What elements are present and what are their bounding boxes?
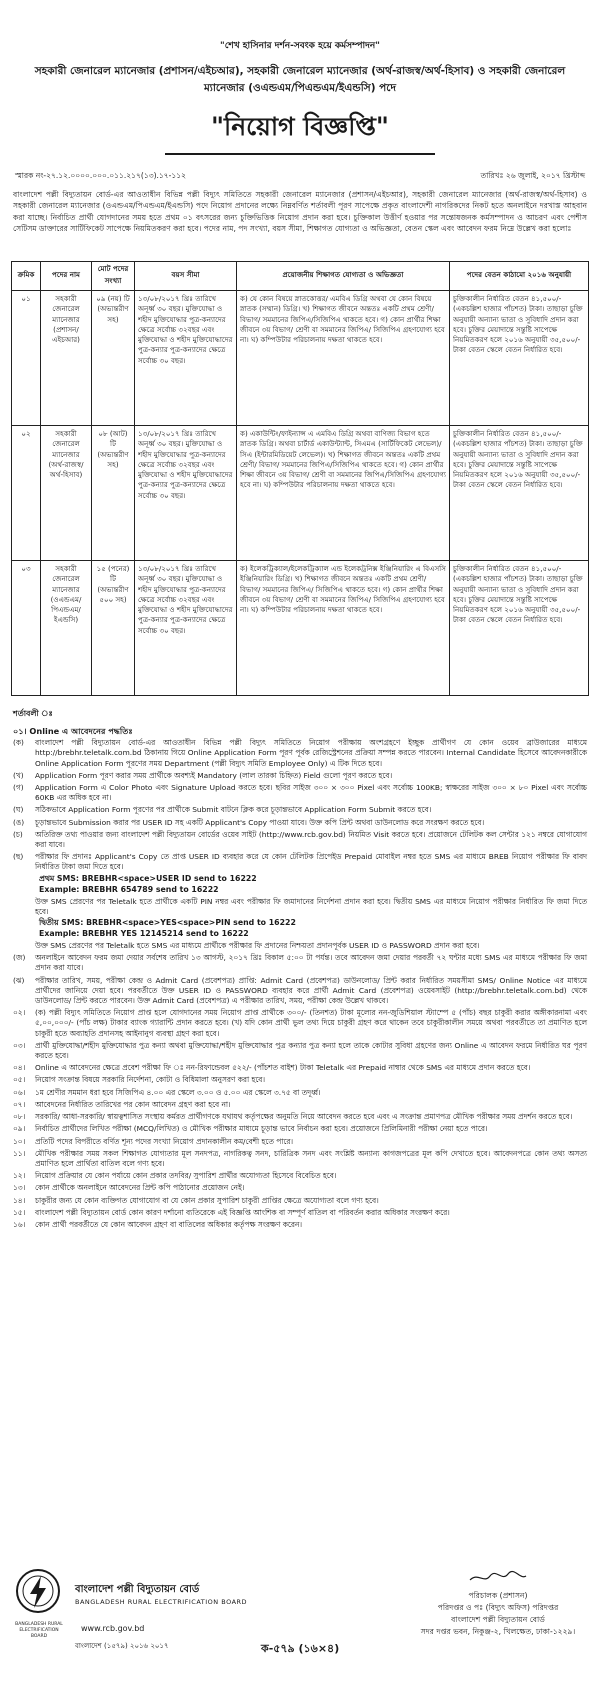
logo-caption: BANGLADESH RURAL ELECTRIFICATION BOARD (15, 1622, 63, 1639)
row-post: সহকারী জেনারেল ম্যানেজার (প্রশাসন/ এইচআর) (41, 291, 92, 426)
item-label: ০৬। (13, 1087, 26, 1097)
item-text: অতিরিক্ত তথ্য পাওয়ার জন্য বাংলাদেশ পল্লী বিদ্যুতায়ন বোর্ডের ওয়েব সাইট (http://www.rcb.gov.bd) নিয়মিত Visit করতে হবে। প্রয়োজনে টেলিটক কল সেন্টার ১২১ নম্বরে যোগাযোগ করা যাবে। (35, 829, 587, 850)
item-label: (জ) (13, 953, 26, 963)
sms-first-note: উক্ত SMS প্রেরণের পর Teletalk হতে প্রার্থীকে একটি PIN নম্বর এবং পরীক্ষার ফি জমাদানের নির্দেশনা প্রদান করা হবে। দ্বিতীয় SMS এর মাধ্যমে নিয়োগ পরীক্ষার নির্ধারিত ফি জমা দিতে হবে। (35, 896, 587, 916)
row-age: ১৩/০৮/২০১৭ খ্রিঃ তারিখে অনূর্ধ্ব ৩০ বছর। মুক্তিযোদ্ধা ও শহীদ মুক্তিযোদ্ধার পুত্র-কন্যাদের ক্ষেত্রে সর্বোচ্চ ৩২বছর এবং মুক্তিযোদ্ধা ও শহীদ মুক্তিযোদ্ধাদের পুত্র-কন্যার পুত্র-কন্যাদের ক্ষেত্রে সর্বোচ্চ ৩০ বছর। (138, 564, 233, 635)
item-label: ১৪। (13, 1195, 26, 1205)
item-label: (ঘ) (13, 805, 24, 815)
list-item (13, 818, 587, 828)
item-text: বাংলাদেশ পল্লী বিদ্যুতায়ন বোর্ড-এর আওতাধীন বিভিন্ন পল্লী বিদ্যুৎ সমিতিতে নিয়োগ পরীক্ষায় অংশগ্রহণে ইচ্ছুক প্রার্থীগণ যে কোন ওয়েব ব্রাউজারের মাধ্যমে http://brebhr.teletalk.com.bd ঠিকানায় গিয়ে Online Application Form পূরণ পূর্বক রেজিস্ট্রেশনের প্রক্রিয়া সম্পন্ন করতে পারবেন। Internal Candidate হিসেবে আবেদনকারীকে Online Application Form পূরণের সময় Department (পল্লী বিদ্যুৎ সমিতি Employee Only) এ টিক দিতে হবে। (35, 738, 587, 768)
list-item (13, 1112, 587, 1122)
table-row (12, 291, 589, 426)
item-text: অনলাইনে আবেদন ফরম জমা দেয়ার সর্বশেষ তারিখ ১৩ আগস্ট, ২০১৭ খ্রিঃ বিকাল ৫:০০ টা পর্যন্ত। তবে আবেদন জমা দেয়ার পরবর্তী ৭২ ঘন্টার মধ্যে SMS এর মাধ্যমে পরীক্ষার ফি জমা প্রদান করা যাবে। (35, 953, 587, 973)
list-item (13, 805, 587, 815)
row-count: ০৮ (আট) টি (অভ্যন্তরীণ সহ) (92, 426, 135, 561)
list-item (13, 1063, 587, 1073)
row-serial: ০১ (12, 291, 41, 426)
row-pay: চুক্তিকালীন নির্ধারিত বেতন ৪১,৫০০/- (একচল্লিশ হাজার পাঁচশত) টাকা। তাছাড়া চুক্তি অনুযায়ী অন্যান্য ভাতা ও সুবিধাদি প্রদান করা হবে। চুক্তির মেয়াদান্তে সন্তুষ্টি সাপেক্ষে নিয়মিতকরণ হলে ২০১৬ অনুযায়ী ৩৫,৫০০/- টাকা বেতন স্কেলে বেতন নির্ধারিত হবে। (453, 429, 583, 490)
list-item (13, 1008, 587, 1039)
notice-title: "নিয়োগ বিজ্ঞপ্তি" (165, 107, 435, 155)
row-pay: চুক্তিকালীন নির্ধারিত বেতন ৪১,৫০০/- (একচল্লিশ হাজার পাঁচশত) টাকা। তাছাড়া চুক্তি অনুযায়ী অন্যান্য ভাতা ও সুবিধাদি প্রদান করা হবে। চুক্তির মেয়াদান্তে সন্তুষ্টি সাপেক্ষে নিয়মিতকরণ হলে ২০১৬ অনুযায়ী ৩৫,৫০০/- টাকা বেতন স্কেলে বেতন নির্ধারিত হবে। (453, 294, 583, 355)
signature-icon (468, 1570, 528, 1584)
item-label: (গ) (13, 783, 24, 793)
org-name-bangla: বাংলাদেশ পল্লী বিদ্যুতায়ন বোর্ড (75, 1584, 200, 1595)
list-item (13, 1075, 587, 1085)
terms-section (11, 726, 589, 1230)
item-label: ১৬। (13, 1219, 26, 1229)
signature-line: পরিদপ্তর ও পঃ (বিদ্যুৎ অফিস) পরিদপ্তর (437, 1603, 559, 1612)
header-age: বয়স সীমা (135, 262, 237, 291)
row-qualification: ক) যে কোন বিষয়ে স্নাতকোত্তর/ এমবিএ ডিগ্রি অথবা যে কোন বিষয়ে স্নাতক (সম্মান) ডিগ্রি। খ) শিক্ষাগত জীবনে অন্ততঃ একটি প্রথম শ্রেণী/ বিভাগ/ সমমানের জিপিএ/সিজিপিএ থাকতে হবে। গ) কোন প্রার্থীর শিক্ষা জীবনে ৩য় বিভাগ/ শ্রেণী বা সমমানের জিপিএ/ সিজিপিএ গ্রহণযোগ্য হবে না। ঘ) কম্পিউটার পরিচালনায় দক্ষতা থাকতে হবে। (240, 294, 445, 345)
row-age: ১৩/০৮/২০১৭ খ্রিঃ তারিখে অনূর্ধ্ব ৩০ বছর। মুক্তিযোদ্ধা ও শহীদ মুক্তিযোদ্ধার পুত্র-কন্যাদের ক্ষেত্রে সর্বোচ্চ ৩২বছর এবং মুক্তিযোদ্ধা ও শহীদ মুক্তিযোদ্ধাদের পুত্র-কন্যার পুত্র-কন্যাদের ক্ষেত্রে সর্বোচ্চ ৩০ বছর। (138, 429, 233, 500)
list-item (13, 830, 587, 850)
item-label: ১৩। (13, 1183, 26, 1193)
signature-line: পরিচালক (প্রশাসন) (468, 1591, 528, 1600)
item-text: চূড়ান্তভাবে Submission করার পর USER ID সহ একটি Applicant's Copy পাওয়া যাবে। উক্ত কপি প্রিন্ট অথবা ডাউনলোড করে সংরক্ষণ করতে হবে। (35, 817, 485, 827)
list-item (13, 1208, 587, 1218)
item-label: ০৮। (13, 1112, 26, 1122)
memo-number: স্মারক নং-২৭.১২.০০০০.০০০.০১১.২১৭(১৩).১৭-১১২ (15, 171, 186, 180)
item-text: সঠিকভাবে Application Form পূরণের পর প্রার্থীকে Submit বাটনে ক্লিক করে চূড়ান্তভাবে Application Form Submit করতে হবে। (35, 805, 432, 815)
row-count: ১৫ (পনের) টি (অভ্যন্তরীণ ৫০০ সহ) (92, 561, 135, 696)
item-text: আবেদনের নির্ধারিত তারিখের পর কোন আবেদন গ্রহণ করা হবে না। (35, 1099, 231, 1109)
notice-code: ক-৫৭৯ (১৬×৪) (261, 1642, 340, 1655)
item-text: কোন প্রার্থীকে অনলাইনে আবেদনের প্রিন্ট কপি পাঠানোর প্রয়োজন নেই। (35, 1183, 245, 1193)
header-pay: পদের বেতন কাঠামো ২০১৬ অনুযায়ী (450, 262, 589, 291)
list-item (13, 852, 587, 872)
list-item (13, 1183, 587, 1193)
list-item (13, 1088, 587, 1098)
signature-line: সদর দপ্তর ভবন, নিকুঞ্জ-২, খিলক্ষেত, ঢাকা-১২২৯। (420, 1627, 576, 1636)
list-item (13, 953, 587, 973)
item-label: ০৩। (13, 1040, 26, 1050)
list-item (13, 1100, 587, 1110)
row-age: ১৩/০৮/২০১৭ খ্রিঃ তারিখে অনূর্ধ্ব ৩০ বছর। মুক্তিযোদ্ধা ও শহীদ মুক্তিযোদ্ধার পুত্র-কন্যাদের ক্ষেত্রে সর্বোচ্চ ৩২বছর এবং মুক্তিযোদ্ধা ও শহীদ মুক্তিযোদ্ধাদের পুত্র-কন্যার পুত্র-কন্যাদের ক্ষেত্রে সর্বোচ্চ ৩০ বছর। (138, 294, 233, 365)
row-serial: ০৩ (12, 561, 41, 696)
sms-second-format: দ্বিতীয় SMS: BREBHR<space>YES<space>PIN send to 16222 (39, 918, 296, 928)
item-text: নির্বাচিত প্রার্থীদের লিখিত পরীক্ষা (MCQ/লিখিত) ও মৌখিক পরীক্ষার মাধ্যমে চূড়ান্ত ভাবে নির্বাচন করা হবে। প্রয়োজনে প্রিলিমিনারী পরীক্ষা নেয়া হতে পারে। (35, 1124, 488, 1134)
item-text: প্রার্থী মুক্তিযোদ্ধা/শহীদ মুক্তিযোদ্ধার পুত্র কন্যা অথবা মুক্তিযোদ্ধা/শহীদ মুক্তিযোদ্ধার পুত্র কন্যার পুত্র কন্যা হলে তাকে কোটার সুবিধা গ্রহণের জন্য Online এ আবেদন ফরমে নির্ধারিত ঘর পূরণ করতে হবে। (35, 1040, 587, 1061)
table-row (12, 561, 589, 696)
item-label: (ঙ) (13, 817, 25, 827)
row-post: সহকারী জেনারেল ম্যানেজার (ওএন্ডএম/ পিএন্ডএম/ ইএন্ডসি) (41, 561, 92, 696)
posts-table (11, 261, 589, 696)
list-item (13, 1196, 587, 1206)
notice-date: তারিখঃ ২৬ জুলাই, ২০১৭ খ্রিস্টাব্দ (480, 171, 585, 180)
row-count: ০৯ (নয়) টি (অভ্যন্তরীণ সহ) (92, 291, 135, 426)
item-label: ১০। (13, 1136, 26, 1146)
item-text: Online এ আবেদনের ক্ষেত্রে প্রবেশ পরীক্ষা ফি ঃ নন-রিফান্ডেবল ৫২২/- (পাঁচশত বাইশ) টাকা Teletalk এর Prepaid নাম্বার থেকে SMS এর মাধ্যমে প্রদান করতে হবে। (35, 1063, 531, 1073)
header-post: পদের নাম (41, 262, 92, 291)
job-circular-page (11, 6, 589, 1692)
item-label: ০৭। (13, 1099, 26, 1109)
item-label: ০২। (13, 1008, 26, 1018)
item-text: চাকুরীর জন্য যে কোন ব্যক্তিগত যোগাযোগ বা যে কোন প্রকার সুপারিশ চাকুরী প্রাপ্তির ক্ষেত্রে অযোগ্যতা বলে গণ্য হবে। (35, 1195, 379, 1205)
list-item (13, 738, 587, 769)
item-label: ১৫। (13, 1207, 26, 1217)
list-item (13, 783, 587, 803)
list-item (13, 1124, 587, 1134)
intro-paragraph: বাংলাদেশ পল্লী বিদ্যুতায়ন বোর্ড-এর আওতাধীন বিভিন্ন পল্লী বিদ্যুৎ সমিতিতে সহকারী জেনারেল ম্যানেজার (প্রশাসন/এইচআর), সহকারী জেনারেল ম্যানেজার (অর্থ-রাজস্ব/অর্থ-হিসাব) ও সহকারী জেনারেল ম্যানেজার (ওএন্ডএম/পিএন্ডএম/ইএন্ডসি) পদে নিয়োগ প্রদানের লক্ষ্যে নিম্নবর্ণিত শর্তাবলী পূরণ সাপেক্ষে প্রকৃত বাংলাদেশী নাগরিকদের নিকট হতে অনলাইনে দরখাস্ত আহবান করা যাচ্ছে। নির্বাচিত প্রার্থী যোগদানের সময় হতে প্রথম ০১ বৎসরের জন্য চুক্তিভিত্তিক নিয়োগ প্রদান করা হবে। চুক্তিকাল উত্তীর্ণ হওয়ার পর সন্তোষজনক কর্মসম্পাদন ও আচরণ এবং পেশীস সেটিসম ডাক্তারের সার্টিফিকেট সাপেক্ষে নিয়মিতকরণ করা হবে। পদের নাম, পদ সংখ্যা, বয়স সীমা, শিক্ষাগত যোগ্যতা ও অভিজ্ঞতা, বেতন স্কেল এবং আবেদন ফরম নিম্নে উল্লেখ করা হলোঃ (13, 190, 587, 234)
list-item (13, 941, 587, 951)
row-pay: চুক্তিকালীন নির্ধারিত বেতন ৪১,৫০০/- (একচল্লিশ হাজার পাঁচশত) টাকা। তাছাড়া চুক্তি অনুযায়ী অন্যান্য ভাতা ও সুবিধাদি প্রদান করা হবে। চুক্তির মেয়াদান্তে সন্তুষ্টি সাপেক্ষে নিয়মিতকরণ হলে ২০১৬ অনুযায়ী ৩৫,৫০০/- টাকা বেতন স্কেলে বেতন নির্ধারিত হবে। (453, 564, 583, 625)
item-label: (খ) (13, 770, 24, 780)
online-heading: ০১। Online এ আবেদনের পদ্ধতিঃ (13, 726, 133, 736)
item-label: (চ) (13, 829, 23, 839)
item-text: পরীক্ষার তারিখ, সময়, পরীক্ষা কেন্দ্র ও Admit Card (প্রবেশপত্র) প্রাপ্তি: Admit Card (প্রবেশপত্র) ডাউনলোড/ প্রিন্ট করার নির্ধারিত সময়সীমা SMS/ Online Notice এর মাধ্যমে প্রার্থীদের জানিয়ে দেয়া হবে। পরবর্তীতে উক্ত USER ID ও PASSWORD ব্যবহার করে প্রার্থী Admit Card (প্রবেশপত্র) ওয়েবসাইট (http://brebhr.teletalk.com.bd) থেকে ডাউনলোড/ প্রিন্ট করতে পারবেন। উক্ত Admit Card (প্রবেশপত্র) এ পরীক্ষার তারিখ, সময়, পরীক্ষা কেন্দ্র উল্লেখ থাকবে। (35, 975, 587, 1006)
item-text: নিয়োগ সংক্রান্ত বিষয়ে সরকারি নির্দেশনা, কোটা ও বিধিমালা অনুসরণ করা হবে। (35, 1075, 266, 1085)
item-label: ০৫। (13, 1075, 26, 1085)
breb-logo-icon (15, 1568, 61, 1620)
item-text: কোন প্রার্থী পরবর্তীতে যে কোন আবেদন গ্রহণ বা বাতিলের অধিকার কর্তৃপক্ষ সংরক্ষণ করেন। (35, 1219, 303, 1229)
sms-second-example: Example: BREBHR YES 12145214 send to 16222 (39, 929, 249, 939)
row-serial: ০২ (12, 426, 41, 561)
item-text: প্রতিটি পদের বিপরীতে বর্ণিত শূন্য পদের সংখ্যা নিয়োগ প্রদানকালীন কম/বেশী হতে পারে। (35, 1136, 294, 1146)
motto: "শেখ হাসিনার দর্শন-সবংক হয়ে কর্মসম্পাদন" (220, 41, 380, 51)
item-label: (ক) (13, 738, 24, 748)
org-name-english: BANGLADESH RURAL ELECTRIFICATION BOARD (75, 1598, 248, 1606)
list-item (13, 1041, 587, 1061)
item-text: Application Form এ Color Photo এবং Signature Upload করতে হবে। ছবির সাইজ ৩০০ × ৩০০ Pixel এবং সর্বোচ্চ 100KB; স্বাক্ষরের সাইজ ৩০০ × ৮০ Pixel এবং সর্বোচ্চ 60KB এর অধিক হবে না। (35, 783, 587, 803)
item-text: Application Form পূরণ করার সময় প্রার্থীকে অবশ্যই Mandatory (লাল তারকা চিহ্নিত) Field গুলো পূরণ করতে হবে। (35, 770, 393, 780)
reference-line (11, 171, 589, 183)
list-item (13, 976, 587, 1007)
row-post: সহকারী জেনারেল ম্যানেজার (অর্থ-রাজস্ব/ অর্থ-হিসাব) (41, 426, 92, 561)
item-label: (ঝ) (13, 975, 25, 985)
table-row (12, 426, 589, 561)
item-text: নিয়োগ প্রক্রিয়ার যে কোন পর্যায়ে কোন প্রকার তদবির/ সুপারিশ প্রার্থীর অযোগ্যতা হিসেবে বিবেচিত হবে। (35, 1171, 337, 1181)
list-item (13, 1171, 587, 1181)
header-serial: ক্রমিক (12, 262, 41, 291)
list-item (13, 1137, 587, 1147)
table-header-row (12, 262, 589, 291)
list-item (13, 1149, 587, 1169)
header-count: মোট পদের সংখ্যা (92, 262, 135, 291)
sms-second-note: উক্ত SMS প্রেরণের পর Teletalk হতে SMS এর মাধ্যমে প্রার্থীকে পরীক্ষার ফি প্রদানের নিশ্চয়তা প্রদানপূর্বক USER ID ও PASSWORD প্রদান করা হবে। (35, 941, 480, 951)
row-qualification: ক) একাউন্টিং/ফাইন্যান্স এ এমবিএ ডিগ্রি অথবা বাণিজ্য বিভাগ হতে স্নাতক ডিগ্রি। অথবা চার্টার্ড একাউন্ট্যান্ট, সিএমএ (সার্টিফিকেট লেভেল)/ সিএ (ইন্টারমিডিয়েট লেভেল)। খ) শিক্ষাগত জীবনে অন্ততঃ একটি প্রথম শ্রেণী/ বিভাগ/ সমমানের জিপিএ/সিজিপিএ থাকতে হবে। গ) কোন প্রার্থীর শিক্ষা জীবনে ৩য় বিভাগ/ শ্রেণী বা সমমানের জিপিএ/সিজিপিএ গ্রহণযোগ্য হবে না। ঘ) কম্পিউটার পরিচালনায় দক্ষতা থাকতে হবে। (240, 429, 446, 490)
footer (11, 1564, 589, 1692)
row-qualification: ক) ইলেকট্রিক্যাল/ইলেকট্রিক্যাল এন্ড ইলেকট্রনিক্স ইঞ্জিনিয়ারিং এ বিএসসি ইঞ্জিনিয়ারিং ডিগ্রি। খ) শিক্ষাগত জীবনে অন্ততঃ একটি প্রথম শ্রেণী/ বিভাগ/ সমমানের জিপিএ/ সিজিপিএ থাকতে হবে। গ) কোন প্রার্থীর শিক্ষা জীবনে ৩য় বিভাগ/ শ্রেণী বা সমমানের জিপিএ/ সিজিপিএ গ্রহণযোগ্য হবে না। ঘ) কম্পিউটার পরিচালনায় দক্ষতা থাকতে হবে। (240, 564, 446, 615)
item-text: (ক) পল্লী বিদ্যুৎ সমিতিতে নিয়োগ প্রাপ্ত হলে যোগদানের সময় নিয়োগ প্রাপ্ত প্রার্থীকে ৩০০/- (তিনশত) টাকা মূল্যের নন-জুডিশিয়াল স্ট্যাম্পে ৫ (পাঁচ) বছর চাকুরী করার অঙ্গীকারনামা এবং ৫,০০,০০০/- (পাঁচ লক্ষ) টাকার ব্যাংক গ্যারান্টি প্রদান করতে হবে। (খ) যদি কোন প্রার্থী ভুল তথ্য দিয়ে চাকুরী গ্রহণ করে থাকেন তবে চাকুরীকালীন সময়ে অথবা পরবর্তীতে তা প্রমাণিত হলে চাকুরী হতে অব্যাহতি প্রদানসহ আইনানুগ ব্যবস্থা গ্রহণ করা হবে। (35, 1008, 587, 1038)
org-code: বাংলাদেশ (১৫৭৯) ২০১৬ ২০১৭ (75, 1642, 169, 1650)
item-label: ১২। (13, 1171, 26, 1181)
header-qualification: প্রয়োজনীয় শিক্ষাগত যোগ্যতা ও অভিজ্ঞতা (237, 262, 450, 291)
item-text: বাংলাদেশ পল্লী বিদ্যুতায়ন বোর্ড কোন কারণ দর্শানো ব্যতিরেকে এই বিজ্ঞপ্তি আংশিক বা সম্পূর্ণ বাতিল বা পরিবর্তন করার অধিকার সংরক্ষণ করে। (35, 1207, 450, 1217)
sms-first-format: প্রথম SMS: BREBHR<space>USER ID send to 16222 (39, 873, 257, 883)
item-label: ০৪। (13, 1063, 26, 1073)
item-label: (ছ) (13, 852, 24, 862)
item-text: ১ম শ্রেণীর সমমান ধরা হবে সিজিপিএ ৪.০০ এর স্কেলে ৩.০০ ও ৫.০০ এর স্কেলে ৩.৭৫ বা তদূর্ধ্ব। (35, 1087, 321, 1097)
list-item (13, 897, 587, 917)
sms-first-example: Example: BREBHR 654789 send to 16222 (39, 884, 219, 894)
item-label: ১১। (13, 1148, 26, 1158)
list-item (13, 771, 587, 781)
item-text: মৌখিক পরীক্ষার সময় সকল শিক্ষাগত যোগ্যতার মূল সনদপত্র, নাগরিকত্ব সনদ, চারিত্রিক সনদ এবং সংশ্লিষ্ট অন্যান্য কাগজপত্রের মূল কপি দেখাতে হবে। আবেদনপত্রে কোন তথ্য অসত্য প্রমাণিত হলে প্রার্থিতা বাতিল বলে গণ্য হবে। (35, 1148, 587, 1168)
org-website: www.rcb.gov.bd (81, 1624, 145, 1633)
item-text: সরকারি/ আধা-সরকারি/ স্বায়ত্বশাসিত সংস্থায় কর্মরত প্রার্থীগণকে যথাযথ কর্তৃপক্ষের অনুমতি নিয়ে আবেদন করতে হবে এবং এ সংক্রান্ত প্রমাণপত্র মৌখিক পরীক্ষার সময় প্রদর্শন করতে হবে। (35, 1112, 573, 1122)
item-label: ০৯। (13, 1124, 26, 1134)
list-item (13, 1220, 587, 1230)
item-text: পরীক্ষার ফি প্রদানঃ Applicant's Copy তে প্রাপ্ত USER ID ব্যবহার করে যে কোন টেলিটক প্রিপেইড Prepaid মোবাইল নম্বর হতে SMS এর মাধ্যমে BREB নিয়োগ পরীক্ষার ফি বাবদ নির্ধারিত টাকা জমা দিতে হবে। (35, 852, 587, 872)
posts-heading: সহকারী জেনারেল ম্যানেজার (প্রশাসন/এইচআর), সহকারী জেনারেল ম্যানেজার (অর্থ-রাজস্ব/অর্থ-হিসাব) ও সহকারী জেনারেল ম্যানেজার (ওএন্ডএম/পিএন্ডএম/ইএন্ডসি) পদে (34, 65, 566, 94)
signature-line: বাংলাদেশ পল্লী বিদ্যুতায়ন বোর্ড (451, 1615, 545, 1624)
terms-heading: শর্তাবলী ঃ (13, 709, 53, 718)
signature-block (413, 1570, 583, 1638)
